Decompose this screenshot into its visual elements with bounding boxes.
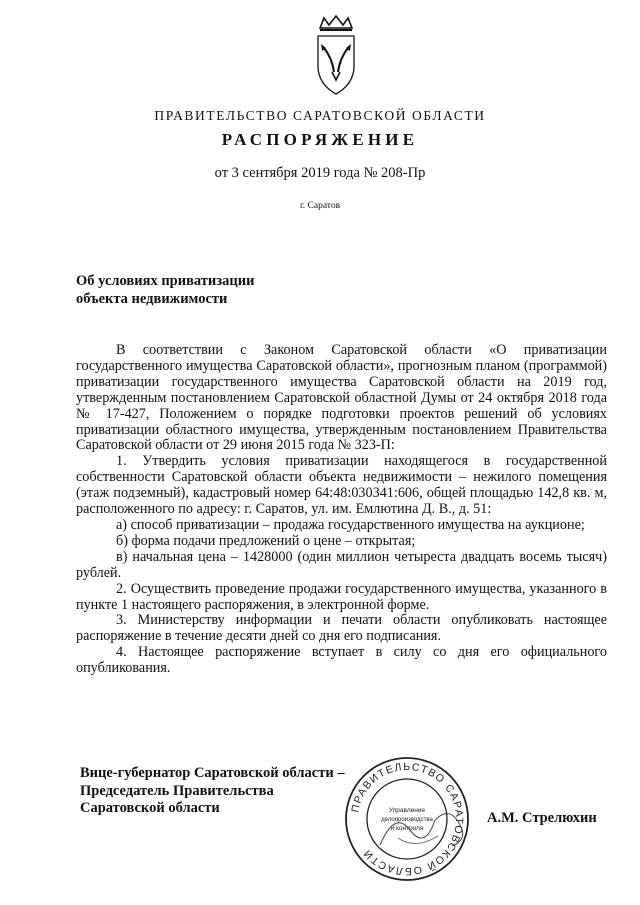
stamp-center-line-3: и контроля: [390, 825, 424, 832]
signatory-title: [80, 765, 345, 818]
item-1b-paragraph: б) форма подачи предложений о цене – открытая;: [116, 532, 416, 549]
handwritten-signature-icon: [340, 750, 490, 880]
item-4-paragraph: 4. Настоящее распоряжение вступает в силу со дня его официального опубликования.: [76, 644, 607, 677]
item-3-paragraph: 3. Министерству информации и печати области опубликовать настоящее распоряжение в течение десяти дней со дня его подписания.: [76, 612, 607, 645]
document-subject: [76, 272, 254, 308]
item-1c-paragraph: в) начальная цена – 1428000 (один миллион четыреста двадцать восемь тысяч) рублей.: [76, 548, 607, 581]
preamble-paragraph: В соответствии с Законом Саратовской области «О приватизации государственного имущества Саратовской области», прогнозным планом (программой) приватизации государственного имущества Саратовской области на 2019 год, утвержденным постановлением Саратовской областной Думы от 24 октября 2018 года № 17-427, Положением о порядке подготовки проектов решений об условиях приватизации областного имущества, утвержденным постановлением Правительства Саратовской области от 29 июня 2015 года № 323-П:: [76, 342, 607, 454]
document-city: г. Саратов: [299, 201, 341, 211]
stamp-center-line-1: Управление: [388, 807, 426, 814]
document-date: от 3 сентября 2019 года № 208-Пр: [214, 165, 426, 181]
item-1-paragraph: 1. Утвердить условия приватизации находящегося в государственной собственности Саратовской области объекта недвижимости – нежилого помещения (этаж подземный), кадастровый номер 64:48:030341:606, общей площадью 142,8 кв. м, расположенного по адресу: г. Саратов, ул. им. Емлютина Д. В., д. 51:: [76, 453, 607, 518]
signatory-line-1: Вице-губернатор Саратовской области –: [80, 765, 345, 781]
signatory-line-3: Саратовской области: [80, 800, 220, 816]
item-2-paragraph: 2. Осуществить проведение продажи государственного имущества, указанного в пункте 1 настоящего распоряжения, в электронной форме.: [76, 580, 607, 613]
document-body: [76, 343, 607, 677]
subject-line-2: объекта недвижимости: [76, 291, 228, 307]
signatory-line-2: Председатель Правительства: [80, 782, 274, 799]
document-title: РАСПОРЯЖЕНИЕ: [221, 130, 419, 149]
signatory-name: А.М. Стрелюхин: [487, 810, 597, 826]
item-1a-paragraph: а) способ приватизации – продажа государственного имущества на аукционе;: [116, 516, 585, 533]
stamp-center-line-2: делопроизводства: [381, 817, 433, 823]
government-heading: ПРАВИТЕЛЬСТВО САРАТОВСКОЙ ОБЛАСТИ: [154, 108, 486, 123]
saratov-crest-icon: [310, 14, 362, 98]
subject-line-1: Об условиях приватизации: [76, 273, 255, 289]
stamp-ring-text: ПРАВИТЕЛЬСТВО САРАТОВСКОЙ ОБЛАСТИ: [349, 760, 466, 878]
